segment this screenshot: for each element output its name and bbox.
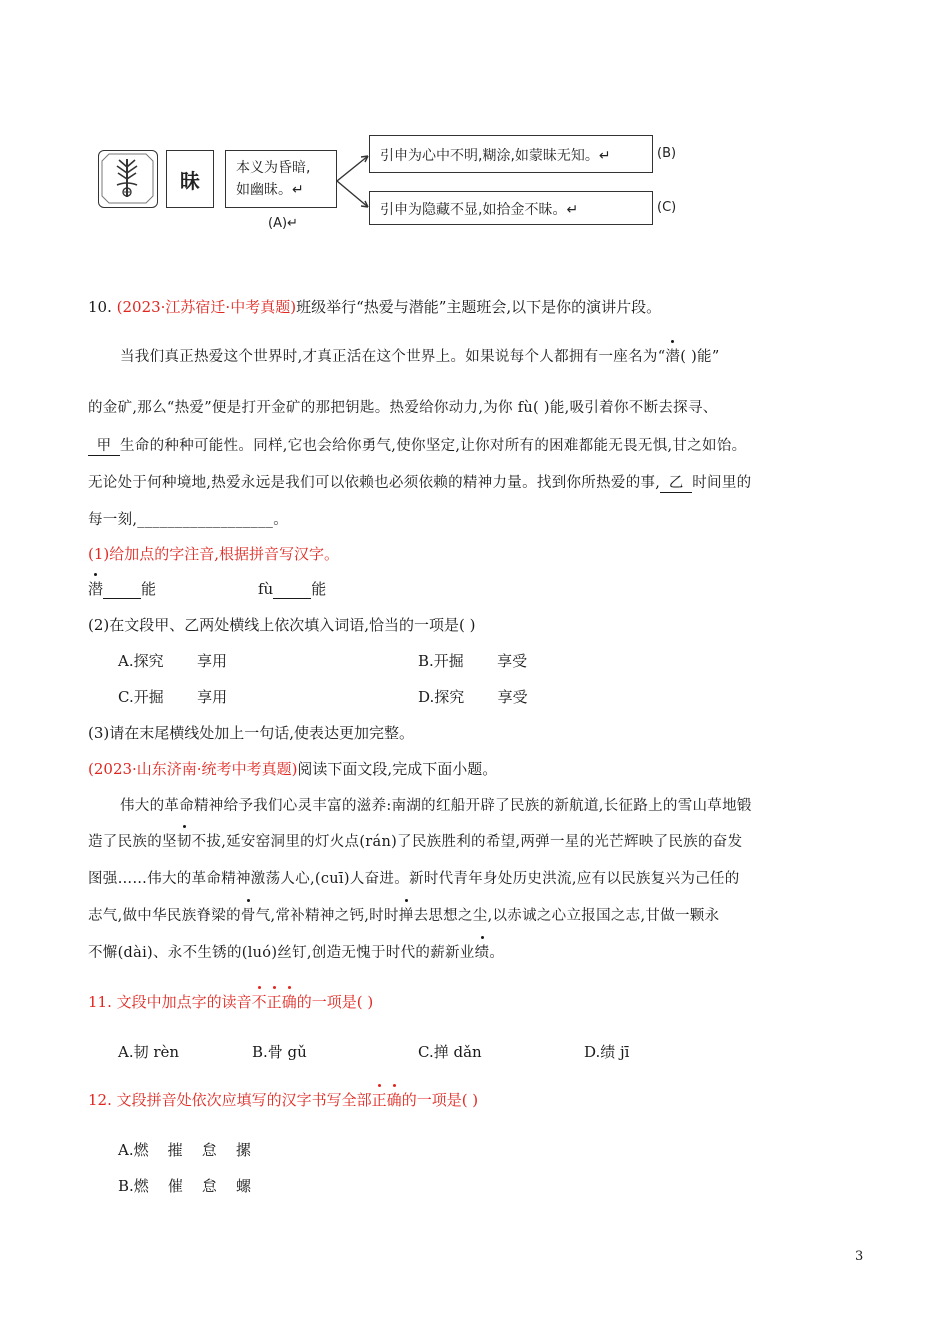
q11-option-d[interactable]: D.绩 jī [584,1043,630,1061]
blank-yi: 乙 [660,475,692,493]
q10-sub3: (3)请在末尾横线处加上一句话,使表达更加完整。 [88,724,415,742]
extension-b-box [369,135,653,173]
q10-passage-line5: 每一刻,__________________。 [88,512,289,528]
dotted-char: 正 [371,1091,387,1109]
q10-prompt: 班级举行“热爱与潜能”主题班会,以下是你的演讲片段。 [296,298,662,316]
original-meaning-line2: 如幽昧。↵ [236,182,304,198]
q10-passage-line1: 当我们真正热爱这个世界时,才真正活在这个世界上。如果说每个人都拥有一座名为“潜( )能” [120,345,720,366]
dotted-ren: 韧 [177,830,192,851]
q11-dotted-emphasis [252,993,297,1011]
label-a: (A)↵ [268,216,298,231]
original-meaning-line1: 本义为昏暗, [236,160,311,176]
q10-sub1: (1)给加点的字注音,根据拼音写汉字。 [88,545,340,563]
answer-blank-a[interactable] [103,581,141,599]
branch-arrows [337,150,371,212]
q10-option-c[interactable]: C.开掘 享用 [118,688,228,706]
q10-source: (2023·江苏宿迁·中考真题) [116,298,297,316]
q10-option-a[interactable]: A.探究 享用 [118,652,227,670]
dotted-char: 正 [266,993,282,1011]
dotted-gu: 骨 [241,904,256,925]
q11-option-c[interactable]: C.掸 dǎn [418,1043,482,1061]
extension-b-text: 引申为心中不明,糊涂,如蒙昧无知。↵ [380,148,611,164]
q10-option-b[interactable]: B.开掘 享受 [418,652,528,670]
dotted-char: 确 [386,1091,402,1109]
q12-option-a[interactable]: A.燃 摧 怠 摞 [118,1141,251,1159]
q10-sub2: (2)在文段甲、乙两处横线上依次填入词语,恰当的一项是( ) [88,616,476,634]
glyph-image-box [98,150,158,208]
label-c: (C) [657,200,677,215]
group-prompt: 阅读下面文段,完成下面小题。 [297,760,498,778]
q12-dotted-emphasis [372,1091,402,1109]
page-number: 3 [855,1249,864,1264]
group-source: (2023·山东济南·统考中考真题) [88,760,298,778]
group-passage-line1: 伟大的革命精神给予我们心灵丰富的滋养:南湖的红船开辟了民族的新航道,长征路上的雪山草地锻 [120,798,752,814]
q11-heading: 11. 文段中加点字的读音不正确的一项是( ) [88,993,374,1011]
q10-dotted-qian: 潜 [665,345,680,366]
group-passage-line2: 造了民族的坚韧不拔,延安窑洞里的灯火点(rán)了民族胜利的希望,两弹一星的光芒辉映了民族的奋发 [88,830,742,851]
group-passage-line3: 图强……伟大的革命精神激荡人心,(cuī)人奋进。新时代青年身处历史洪流,应有以民族复兴为己任的 [88,871,740,887]
dotted-ji: 绩 [475,941,490,962]
group-passage-line5: 不懈(dài)、永不生锈的(luó)丝钉,创造无愧于时代的薪新业绩。 [88,941,504,962]
q10-passage-line3: 甲 生命的种种可能性。同样,它也会给你勇气,使你坚定,让你对所有的困难都能无畏无惧,甘之如饴。 [88,434,746,456]
original-meaning-box [225,150,337,208]
q10-passage-line2: 的金矿,那么“热爱”便是打开金矿的那把钥匙。热爱给你动力,为你 fù( )能,吸引着你不断去探寻、 [88,400,718,416]
group-passage-line4: 志气,做中华民族脊梁的骨气,常补精神之钙,时时掸去思想之尘,以赤诚之心立报国之志,甘做一颗永 [88,904,719,925]
character-box [166,150,214,208]
ancient-glyph-icon [99,151,156,206]
q10-sub1-answer-b: fù 能 [258,580,327,598]
extension-c-text: 引申为隐藏不显,如拾金不昧。↵ [380,202,579,218]
answer-blank-b[interactable] [273,581,311,599]
blank-jia: 甲 [88,438,120,456]
q12-heading: 12. 文段拼音处依次应填写的汉字书写全部正确的一项是( ) [88,1091,479,1109]
extension-c-box [369,191,653,225]
dotted-char: 不 [251,993,267,1011]
q11-option-a[interactable]: A.韧 rèn [118,1043,180,1061]
dotted-char: 确 [281,993,297,1011]
q10-heading [88,296,661,317]
q12-option-b[interactable]: B.燃 催 怠 螺 [118,1177,252,1195]
q10-number: 10. [88,298,112,316]
q11-option-b[interactable]: B.骨 gǔ [252,1043,307,1061]
label-b: (B) [657,146,677,161]
q10-passage-line4: 无论处于何种境地,热爱永远是我们可以依赖也必须依赖的精神力量。找到你所热爱的事, 乙 时间里的 [88,475,752,491]
character-text: 昧 [180,168,200,193]
group-heading [88,758,497,779]
q10-option-d[interactable]: D.探究 享受 [418,688,528,706]
q10-sub1-answer-a: 潜 能 [88,580,157,598]
dotted-dan: 掸 [399,904,414,925]
